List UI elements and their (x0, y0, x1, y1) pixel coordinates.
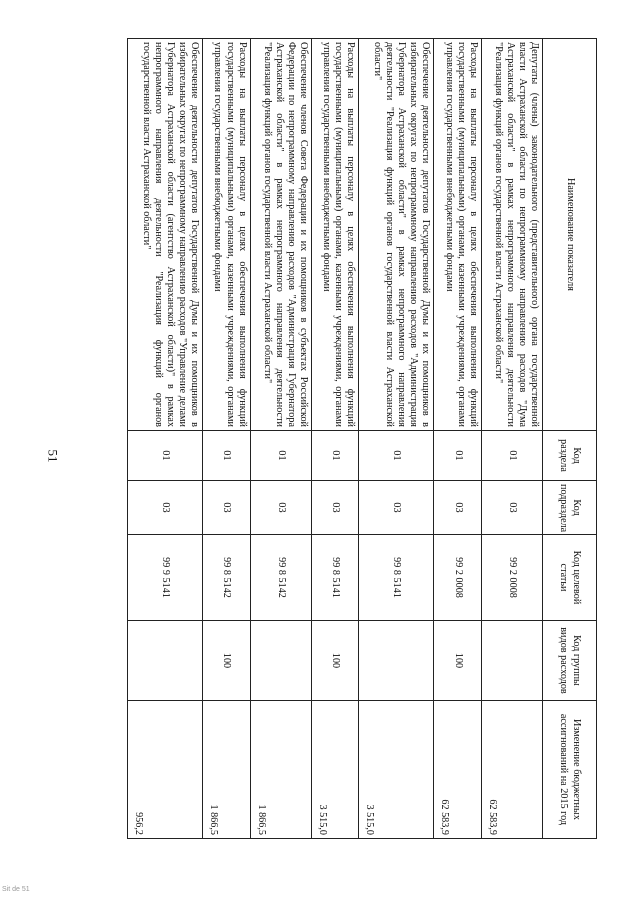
cell-razdel: 01 (203, 431, 250, 481)
table-row (359, 39, 434, 839)
cell-sum: 62 583,9 (481, 701, 542, 839)
table-row (128, 39, 203, 839)
cell-podrazdel: 03 (481, 481, 542, 535)
cell-razdel: 01 (128, 431, 203, 481)
cell-name: Расходы на выплаты персоналу в целях обеспечения выполнения функций государственными (муниципальными) органами, казенными учреждениями, органами управления государственными внебюджетными фондами (203, 39, 250, 431)
cell-podrazdel: 03 (434, 481, 481, 535)
footer-mark: Sit de 51 (2, 886, 30, 893)
header-vid: Код группы видов расходов (543, 621, 597, 701)
cell-sum: 3 515,0 (311, 701, 358, 839)
cell-razdel: 01 (359, 431, 434, 481)
cell-razdel: 01 (481, 431, 542, 481)
cell-podrazdel: 03 (203, 481, 250, 535)
cell-razdel: 01 (434, 431, 481, 481)
cell-podrazdel: 03 (250, 481, 311, 535)
table-row (434, 39, 481, 839)
cell-cel: 99 8 5142 (250, 535, 311, 621)
cell-sum: 1 866,5 (203, 701, 250, 839)
cell-cel: 99 8 5141 (359, 535, 434, 621)
header-sum: Изменение бюджетных ассигнований на 2015 год (543, 701, 597, 839)
cell-cel: 99 9 5141 (128, 535, 203, 621)
cell-podrazdel: 03 (311, 481, 358, 535)
cell-name: Обеспечение деятельности депутатов Государственной Думы и их помощников в избирательных округах по непрограммному направлению расходов "Администрация Губернатора Астраханской области" в рамках непрограммного направления деятельности "Реализация функций органов государственной власти Астраханской области" (359, 39, 434, 431)
cell-razdel: 01 (311, 431, 358, 481)
header-name: Наименование показателя (543, 39, 597, 431)
header-cel: Код целевой статьи (543, 535, 597, 621)
cell-vid (359, 621, 434, 701)
table-header-row (543, 39, 597, 839)
cell-name: Обеспечение членов Совета Федерации и их помощников в субъектах Российской Федерации по непрограммному направлению расходов "Администрация Губернатора Астраханской области" в рамках непрограммного направления деятельности "Реализация функций органов государственной власти Астраханской области" (250, 39, 311, 431)
cell-cel: 99 2 0008 (481, 535, 542, 621)
cell-name: Расходы на выплаты персоналу в целях обеспечения выполнения функций государственными (муниципальными) органами, казенными учреждениями, органами управления государственными внебюджетными фондами (434, 39, 481, 431)
cell-sum: 1 866,5 (250, 701, 311, 839)
cell-vid (481, 621, 542, 701)
cell-cel: 99 8 5141 (311, 535, 358, 621)
cell-vid (128, 621, 203, 701)
page-number: 51 (45, 449, 61, 463)
cell-vid: 100 (203, 621, 250, 701)
header-razdel: Код раздела (543, 431, 597, 481)
cell-name: Расходы на выплаты персоналу в целях обеспечения выполнения функций государственными (муниципальными) органами, казенными учреждениями, органами управления государственными внебюджетными фондами (311, 39, 358, 431)
table-row (250, 39, 311, 839)
cell-sum: 3 515,0 (359, 701, 434, 839)
cell-cel: 99 2 0008 (434, 535, 481, 621)
table-row (203, 39, 250, 839)
budget-table (127, 38, 597, 839)
cell-vid (250, 621, 311, 701)
cell-podrazdel: 03 (359, 481, 434, 535)
table-row (481, 39, 542, 839)
cell-vid: 100 (434, 621, 481, 701)
cell-vid: 100 (311, 621, 358, 701)
cell-name: Обеспечение деятельности депутатов Государственной Думы и их помощников в избирательных округах по непрограммному направлению расходов "Управление делами Губернатора Астраханской области (агентство Астраханской области)" в рамках непрограммного направления деятельности "Реализация функций органов государственной власти Астраханской области" (128, 39, 203, 431)
cell-name: Депутаты (члены) законодательного (представительного) органа государственной власти Астраханской области по непрограммному направлению расходов "Дума Астраханской области" в рамках непрограммного направления деятельности "Реализация функций органов государственной власти Астраханской области" (481, 39, 542, 431)
cell-podrazdel: 03 (128, 481, 203, 535)
cell-sum: 62 583,9 (434, 701, 481, 839)
rotated-table-container (127, 38, 597, 838)
cell-razdel: 01 (250, 431, 311, 481)
table-row (311, 39, 358, 839)
cell-cel: 99 8 5142 (203, 535, 250, 621)
cell-sum: 956,2 (128, 701, 203, 839)
header-podrazdel: Код подраздела (543, 481, 597, 535)
